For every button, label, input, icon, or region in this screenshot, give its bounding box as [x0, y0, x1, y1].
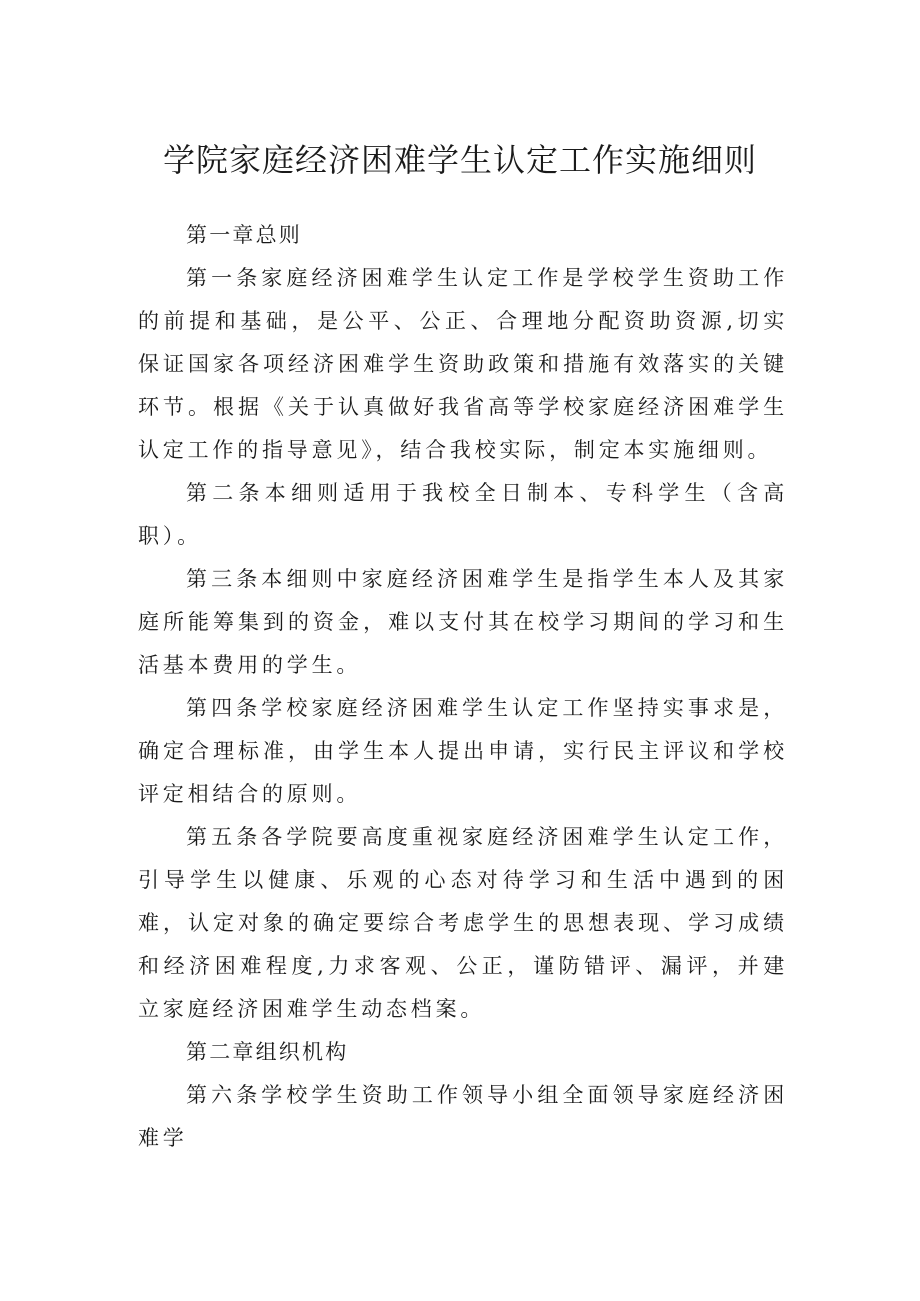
article-paragraph: 第六条学校学生资助工作领导小组全面领导家庭经济困难学 — [138, 1083, 788, 1150]
chapter-heading: 第一章总则 — [186, 223, 302, 247]
document-body — [138, 214, 788, 1160]
chapter-heading: 第二章组织机构 — [186, 1040, 349, 1064]
article-paragraph: 第一条家庭经济困难学生认定工作是学校学生资助工作的前提和基础，是公平、公正、合理地分配资助资源,切实保证国家各项经济困难学生资助政策和措施有效落实的关键环节。根据《关于认真做好我省高等学校家庭经济困难学生认定工作的指导意见》，结合我校实际，制定本实施细则。 — [138, 266, 788, 462]
article-paragraph: 第五条各学院要高度重视家庭经济困难学生认定工作，引导学生以健康、乐观的心态对待学习和生活中遇到的困难，认定对象的确定要综合考虑学生的思想表现、学习成绩和经济困难程度,力求客观、公正，谨防错评、漏评，并建立家庭经济困难学生动态档案。 — [138, 825, 788, 1021]
article-paragraph: 第三条本细则中家庭经济困难学生是指学生本人及其家庭所能筹集到的资金，难以支付其在校学习期间的学习和生活基本费用的学生。 — [138, 567, 788, 677]
document-title: 学院家庭经济困难学生认定工作实施细则 — [162, 141, 757, 179]
article-paragraph: 第二条本细则适用于我校全日制本、专科学生（含高职）。 — [138, 481, 788, 548]
article-paragraph: 第四条学校家庭经济困难学生认定工作坚持实事求是，确定合理标准，由学生本人提出申请，实行民主评议和学校评定相结合的原则。 — [138, 696, 788, 806]
